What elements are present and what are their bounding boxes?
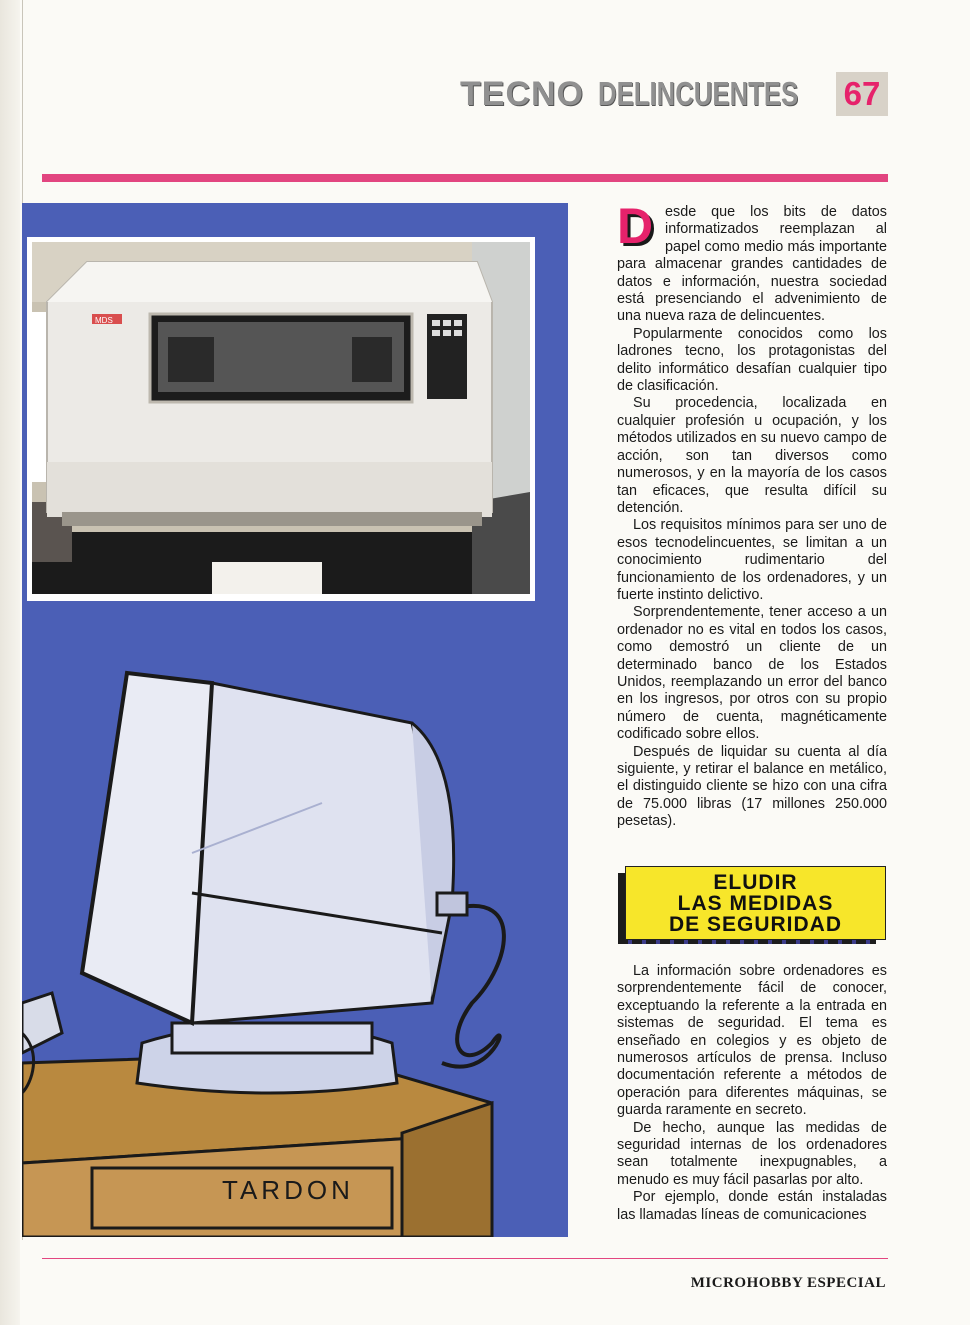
article-body bbox=[617, 198, 887, 831]
article-paragraph: Después de liquidar su cuenta al día siguiente, y retirar el balance en metálico, el distinguido cliente se hizo con una cifra de 75.000 libras (17 millones 250.000 pesetas). bbox=[617, 743, 887, 830]
page-header bbox=[460, 72, 888, 116]
subhead-box bbox=[625, 866, 886, 940]
subhead-text: ELUDIR LAS MEDIDAS DE SEGURIDAD bbox=[668, 870, 843, 936]
article-paragraph: Popularmente conocidos como los ladrones tecno, los protagonistas del delito informático desafían cualquier tipo de clasificación. bbox=[617, 325, 887, 395]
page-number: 67 bbox=[836, 72, 888, 116]
article-paragraph: Su procedencia, localizada en cualquier profesión u ocupación, y los métodos utilizados en su nuevo campo de acción, son tan diversos como numerosos, y en la mayoría de los casos tan eficaces, que resulta difícil su detención. bbox=[617, 395, 887, 516]
section-title-word1: TECNO bbox=[460, 74, 584, 113]
bottom-rule bbox=[42, 1258, 888, 1259]
article-paragraph: Por ejemplo, donde están instaladas las llamadas líneas de comunicaciones bbox=[617, 1189, 887, 1223]
printer-photo bbox=[32, 242, 530, 594]
article-paragraph: La información sobre ordenadores es sorprendentemente fácil de conocer, exceptuando la referente a la entrada en sistemas de seguridad. El tema es enseñado en colegios y es objeto de numerosos artículos de prensa. Incluso documentación referente a métodos de operación para diferentes máquinas, se guarda raramente en secreto. bbox=[617, 963, 887, 1119]
article-paragraph: Los requisitos mínimos para ser uno de esos tecnodelincuentes, se limitan a un conocimiento rudimentario del funcionamiento de los ordenadores, y un fuerte instinto delictivo. bbox=[617, 517, 887, 603]
printer-image bbox=[32, 242, 530, 594]
binding-gutter bbox=[0, 0, 20, 1325]
printer-brand-label: MDS bbox=[95, 316, 113, 325]
publication-footer: MICROHOBBY ESPECIAL bbox=[690, 1275, 886, 1291]
article-paragraph: Desde que los bits de datos informatizados reemplazan al papel como medio más importante para almacenar grandes cantidades de datos e información, nuestra sociedad está presenciando el advenimiento de una nueva raza de delincuentes. bbox=[617, 198, 887, 325]
artist-signature: TARDON bbox=[222, 1175, 354, 1205]
section-title-word2: DELINCUENTES bbox=[598, 75, 799, 112]
article-body-continued bbox=[617, 963, 887, 1224]
top-rule bbox=[42, 174, 888, 182]
drop-cap: D bbox=[617, 198, 654, 254]
article-paragraph: De hecho, aunque las medidas de seguridad internas de los ordenadores sean totalmente inexpugnables, a menudo es muy fácil pasarlas por alto. bbox=[617, 1119, 887, 1188]
article-paragraph: Sorprendentemente, tener acceso a un ordenador no es vital en todos los casos, como demostró un cliente de un determinado banco de los Estados Unidos, reemplazando un error del banco en los ingresos, por otros con su propio número de cuenta, magnéticamente codificado sobre ellos. bbox=[617, 604, 887, 743]
